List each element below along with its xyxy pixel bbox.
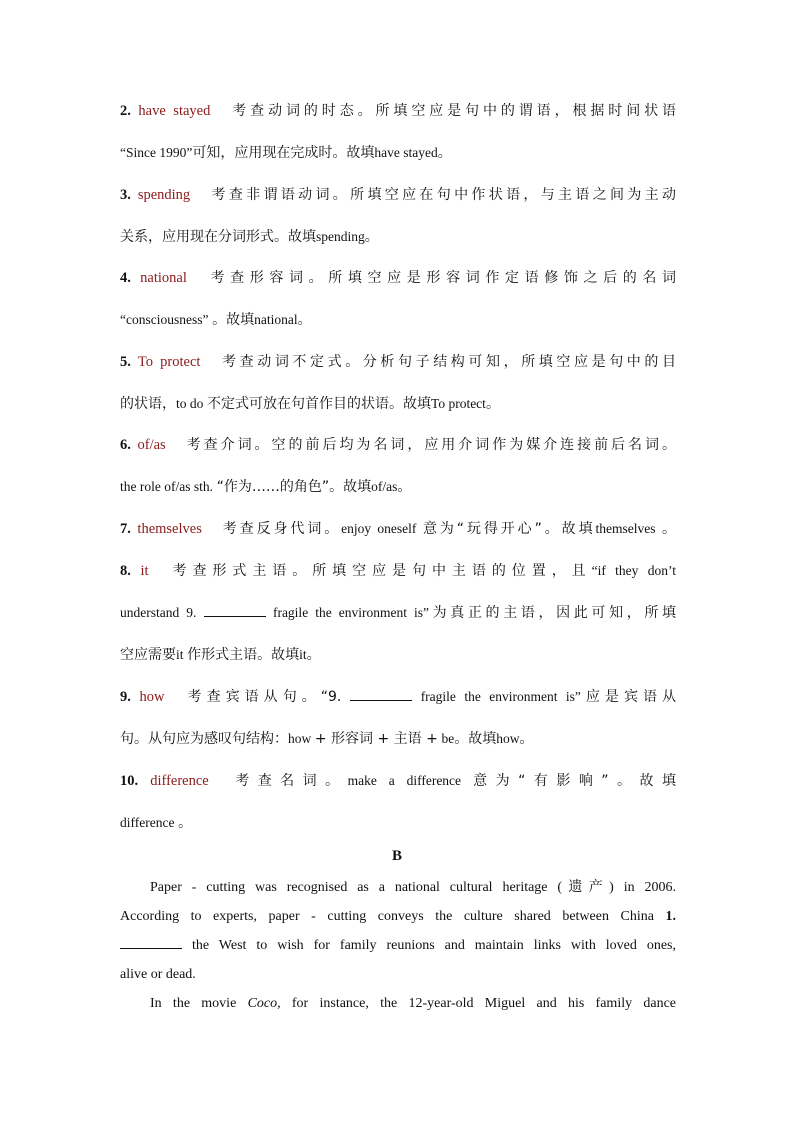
answer-item-3: [120, 174, 676, 258]
answer-text: it: [140, 563, 149, 579]
item-number: 4.: [120, 270, 131, 286]
answer-ref: how: [496, 731, 520, 746]
item-number: 10.: [120, 773, 139, 789]
passage-text: According to experts, paper - cutting conveys the culture shared between China: [120, 909, 654, 924]
explanation-text: 考查宾语从句。“9.: [182, 689, 342, 705]
passage-line: Paper - cutting was recognised as a national cultural heritage (遗产) in 2006.: [150, 880, 676, 895]
explanation-text: 空应需要: [120, 647, 176, 663]
explanation-text: “作为……的角色”。故填: [216, 479, 372, 495]
punct: 。: [297, 312, 312, 328]
explanation-text: 应是宾语从: [580, 689, 677, 705]
quote-text: “Since 1990”: [120, 145, 193, 160]
explanation-text: 考查名词。: [226, 773, 348, 789]
item-number: 9.: [120, 689, 131, 705]
quote-text: it: [176, 647, 184, 662]
item-number: 7.: [120, 521, 131, 537]
movie-title: Coco,: [247, 996, 281, 1011]
answer-item-8: [120, 550, 676, 676]
explanation-text: 考查动词不定式。分析句子结构可知，所填空应是句中的目: [218, 354, 676, 370]
punct: 。: [306, 647, 321, 663]
quote-text: enjoy oneself: [341, 521, 417, 536]
answer-item-5: [120, 341, 676, 425]
passage-line: [120, 989, 676, 1018]
answer-text: of/as: [137, 437, 166, 453]
answer-item-2: [120, 90, 676, 174]
explanation-text: 考查非谓语动词。所填空应在句中作状语，与主语之间为主动: [208, 187, 677, 203]
passage-line: [120, 931, 676, 960]
explanation-text: 可知，应用现在完成时。故填: [192, 145, 375, 161]
quote-text: how: [288, 731, 312, 746]
explanation-text: 考查形式主语。所填空应是句中主语的位置，且: [166, 563, 592, 579]
item-number: 5.: [120, 354, 131, 370]
answer-text: To protect: [137, 354, 201, 370]
answer-ref: have stayed: [374, 145, 438, 160]
explanation-text: 句。从句应为感叹句结构：: [120, 731, 288, 747]
answer-text: spending: [137, 187, 191, 203]
passage: [120, 873, 676, 1018]
explanation-text: + 形容词 + 主语 +: [314, 731, 438, 747]
quote-text: understand 9.: [120, 605, 197, 620]
explanation-text: 作形式主语。故填: [187, 647, 300, 663]
passage-line: [120, 902, 676, 931]
answer-item-10: [120, 760, 676, 844]
punct: 。: [178, 815, 193, 831]
item-number: 2.: [120, 103, 131, 119]
answer-text: themselves: [137, 521, 202, 537]
answer-text: how: [139, 689, 165, 705]
section-heading: B: [391, 848, 402, 864]
answer-ref: national: [254, 312, 298, 327]
passage-text: the West to wish for family reunions and maintain links with loved ones,: [191, 938, 677, 953]
explanation-text: 。故填: [454, 731, 497, 747]
explanation-text: 为真正的主语，因此可知，所填: [428, 605, 677, 621]
quote-text: fragile the environment is”: [420, 689, 581, 704]
punct: 。: [485, 396, 500, 412]
blank-line: [350, 688, 412, 701]
passage-text: In the movie: [150, 996, 237, 1011]
answer-ref: of/as: [371, 479, 398, 494]
item-number: 8.: [120, 563, 131, 579]
explanation-text: 。故填: [212, 312, 255, 328]
quote-text: the role of/as sth.: [120, 479, 213, 494]
quote-text: “consciousness”: [120, 312, 209, 327]
blank-line: [204, 604, 266, 617]
explanation-text: 考查介词。空的前后均为名词，应用介词作为媒介连接前后名词。: [183, 437, 677, 453]
item-number: 3.: [120, 187, 131, 203]
explanation-text: 意为“玩得开心”。故填: [422, 521, 596, 537]
answer-item-7: [120, 508, 676, 550]
explanation-text: 考查动词的时态。所填空应是句中的谓语，根据时间状语: [228, 103, 676, 119]
answer-ref: To protect: [431, 396, 486, 411]
blank-line: [120, 936, 182, 949]
item-number: 6.: [120, 437, 131, 453]
punct: 。: [437, 145, 452, 161]
passage-text: for instance, the 12-year-old Miguel and his family dance: [291, 996, 677, 1011]
explanation-text: 关系，应用现在分词形式。故填: [120, 229, 316, 245]
answer-item-9: [120, 676, 676, 760]
explanation-text: 不定式可放在句首作目的状语。故填: [207, 396, 432, 412]
answer-ref: themselves: [595, 521, 656, 536]
quote-text: “if they don’t: [591, 563, 677, 578]
punct: 。: [364, 229, 379, 245]
answer-text: national: [140, 270, 187, 286]
answer-text: have stayed: [138, 103, 211, 119]
punct: 。: [397, 479, 412, 495]
quote-text: to do: [176, 396, 204, 411]
punct: 。: [662, 521, 677, 537]
quote-text: fragile the environment is”: [272, 605, 429, 620]
answer-item-6: [120, 424, 676, 508]
explanation-text: 考查形容词。所填空应是形容词作定语修饰之后的名词: [204, 270, 677, 286]
answer-ref: difference: [120, 815, 175, 830]
answer-text: difference: [150, 773, 209, 789]
answer-ref: it: [299, 647, 307, 662]
passage-line: alive or dead.: [120, 967, 196, 982]
quote-text: be: [441, 731, 455, 746]
punct: 。: [519, 731, 534, 747]
quote-text: make a difference: [347, 773, 462, 788]
explanation-text: 的状语，: [120, 396, 176, 412]
explanation-text: 意为“有影响”。故填: [473, 773, 676, 789]
answer-ref: spending: [316, 229, 365, 244]
answer-item-4: [120, 257, 676, 341]
blank-number: 1.: [665, 909, 677, 924]
explanation-text: 考查反身代词。: [219, 521, 342, 537]
